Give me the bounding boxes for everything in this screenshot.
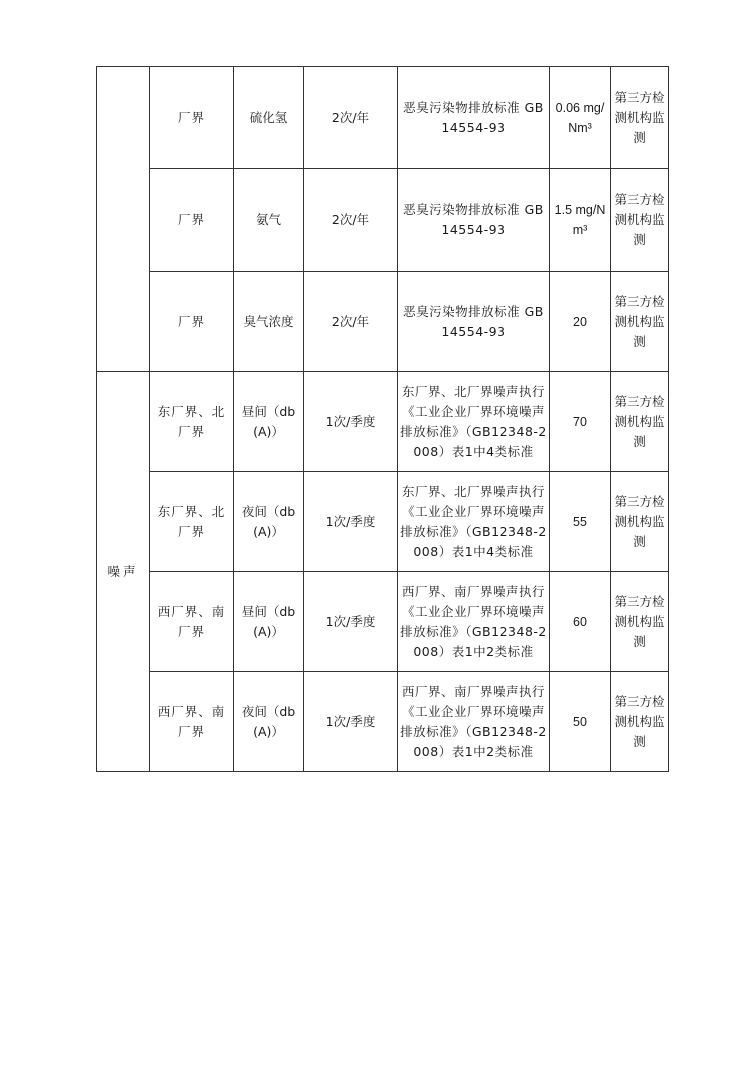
frequency-cell: 1次/季度 xyxy=(304,472,398,572)
standard-cell: 西厂界、南厂界噪声执行《工业企业厂界环境噪声排放标准》（GB12348-2008）表1中2类标准 xyxy=(398,672,550,772)
limit-cell: 70 xyxy=(550,372,611,472)
noise-category-cell: 噪声 xyxy=(97,372,150,772)
org-cell: 第三方检测机构监测 xyxy=(611,372,669,472)
org-cell: 第三方检测机构监测 xyxy=(611,169,669,272)
org-cell: 第三方检测机构监测 xyxy=(611,272,669,372)
standard-cell: 西厂界、南厂界噪声执行《工业企业厂界环境噪声排放标准》（GB12348-2008）表1中2类标准 xyxy=(398,572,550,672)
location-cell: 西厂界、南厂界 xyxy=(150,672,234,772)
table-row xyxy=(97,169,669,272)
frequency-cell: 2次/年 xyxy=(304,169,398,272)
frequency-cell: 1次/季度 xyxy=(304,672,398,772)
org-cell: 第三方检测机构监测 xyxy=(611,472,669,572)
table-row xyxy=(97,67,669,169)
table-row xyxy=(97,472,669,572)
limit-cell: 1.5 mg/Nm³ xyxy=(550,169,611,272)
item-cell: 氨气 xyxy=(234,169,304,272)
location-cell: 西厂界、南厂界 xyxy=(150,572,234,672)
table-row xyxy=(97,272,669,372)
item-cell: 臭气浓度 xyxy=(234,272,304,372)
location-cell: 厂界 xyxy=(150,169,234,272)
org-cell: 第三方检测机构监测 xyxy=(611,67,669,169)
location-cell: 厂界 xyxy=(150,272,234,372)
frequency-cell: 1次/季度 xyxy=(304,572,398,672)
limit-cell: 20 xyxy=(550,272,611,372)
table-row xyxy=(97,372,669,472)
standard-cell: 东厂界、北厂界噪声执行《工业企业厂界环境噪声排放标准》（GB12348-2008）表1中4类标准 xyxy=(398,472,550,572)
item-cell: 夜间（db(A)） xyxy=(234,672,304,772)
org-cell: 第三方检测机构监测 xyxy=(611,572,669,672)
standard-cell: 恶臭污染物排放标准 GB 14554-93 xyxy=(398,67,550,169)
location-cell: 东厂界、北厂界 xyxy=(150,472,234,572)
item-cell: 昼间（db(A)） xyxy=(234,572,304,672)
location-cell: 东厂界、北厂界 xyxy=(150,372,234,472)
table-row xyxy=(97,672,669,772)
standard-cell: 恶臭污染物排放标准 GB 14554-93 xyxy=(398,169,550,272)
limit-cell: 0.06 mg/Nm³ xyxy=(550,67,611,169)
org-cell: 第三方检测机构监测 xyxy=(611,672,669,772)
table-row xyxy=(97,572,669,672)
item-cell: 昼间（db(A)） xyxy=(234,372,304,472)
frequency-cell: 2次/年 xyxy=(304,272,398,372)
monitoring-table xyxy=(96,66,669,772)
location-cell: 厂界 xyxy=(150,67,234,169)
item-cell: 硫化氢 xyxy=(234,67,304,169)
limit-cell: 50 xyxy=(550,672,611,772)
frequency-cell: 2次/年 xyxy=(304,67,398,169)
frequency-cell: 1次/季度 xyxy=(304,372,398,472)
limit-cell: 60 xyxy=(550,572,611,672)
standard-cell: 恶臭污染物排放标准 GB 14554-93 xyxy=(398,272,550,372)
odor-category-cell xyxy=(97,67,150,372)
limit-cell: 55 xyxy=(550,472,611,572)
standard-cell: 东厂界、北厂界噪声执行《工业企业厂界环境噪声排放标准》（GB12348-2008）表1中4类标准 xyxy=(398,372,550,472)
item-cell: 夜间（db(A)） xyxy=(234,472,304,572)
